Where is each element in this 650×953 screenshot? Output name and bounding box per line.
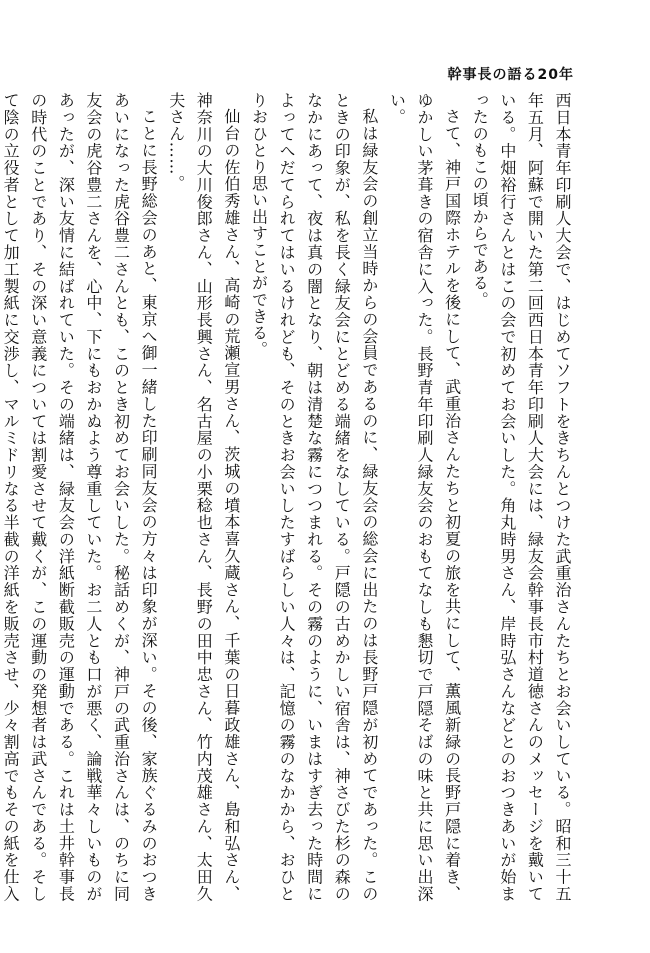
paragraph-3: 私は緑友会の創立当時からの会員であるのに、緑友会の総会に出たのは長野戸隠が初めてであった。このときの印象が、私を長く緑友会にとどめる端緒をなしている。戸隠の古めかしい宿舎は、神さびた杉の森のなかにあって、夜は真の闇となり、朝は清楚な霧につつまれる。その霧のように、いまはすぎ去った時間によってへだてられてはいるけれども、そのときお会いしたすばらしい人々は、記憶の霧のなかから、おひとりおひとり思い出すことができる。 xyxy=(249,92,379,902)
paragraph-4: 仙台の佐伯秀雄さん、高崎の荒瀬宣男さん、茨城の墳本喜久蔵さん、千葉の日暮政雄さん、島和弘さん、神奈川の大川俊郎さん、山形長興さん、名古屋の小栗稔也さん、長野の田中忠さん、竹内茂雄さん、太田久夫さん……。 xyxy=(166,92,241,902)
paragraph-2: さて、神戸国際ホテルを後にして、武重治さんたちと初夏の旅を共にして、薫風新緑の長野戸隠に着き、ゆかしい茅葺きの宿舎に入った。長野青年印刷人緑友会のおもてなしも懇切で戸隠そばの味と共に思い出深い。 xyxy=(387,92,462,902)
paragraph-1: 西日本青年印刷人大会で、はじめてソフトをきちんとつけた武重治さんたちとお会いしている。昭和三十五年五月、阿蘇で開いた第二回西日本青年印刷人大会には、緑友会幹事長市村道徳さんのメッセージを戴いている。中畑裕行さんとはこの会で初めてお会いした。角丸時男さん、岸時弘さんなどとのおつきあいが始まったのもこの頃からである。 xyxy=(470,92,572,902)
vertical-text-body xyxy=(0,92,576,902)
paragraph-5: ことに長野総会のあと、東京へ御一緒した印刷同友会の方々は印象が深い。その後、家族ぐるみのおつきあいになった虎谷豊二さんとも、このとき初めてお会いした。秘話めくが、神戸の武重治さんは、のちに同友会の虎谷豊二さんを、心中、下にもおかぬよう尊重していた。お二人とも口が悪く、論戦華々しいものがあったが、深い友情に結ばれていた。その端緒は、緑友会の洋紙断截販売の運動である。これは土井幹事長の時代のことであり、その深い意義については割愛させて戴くが、この運動の発想者は武さんである。そして陰の立役者として加工製紙に交渉し、マルミドリなる半截の洋紙を販売させ、少々割高でもその紙を仕入 xyxy=(1,92,159,902)
running-header: 幹事長の語る20年 xyxy=(447,67,574,83)
